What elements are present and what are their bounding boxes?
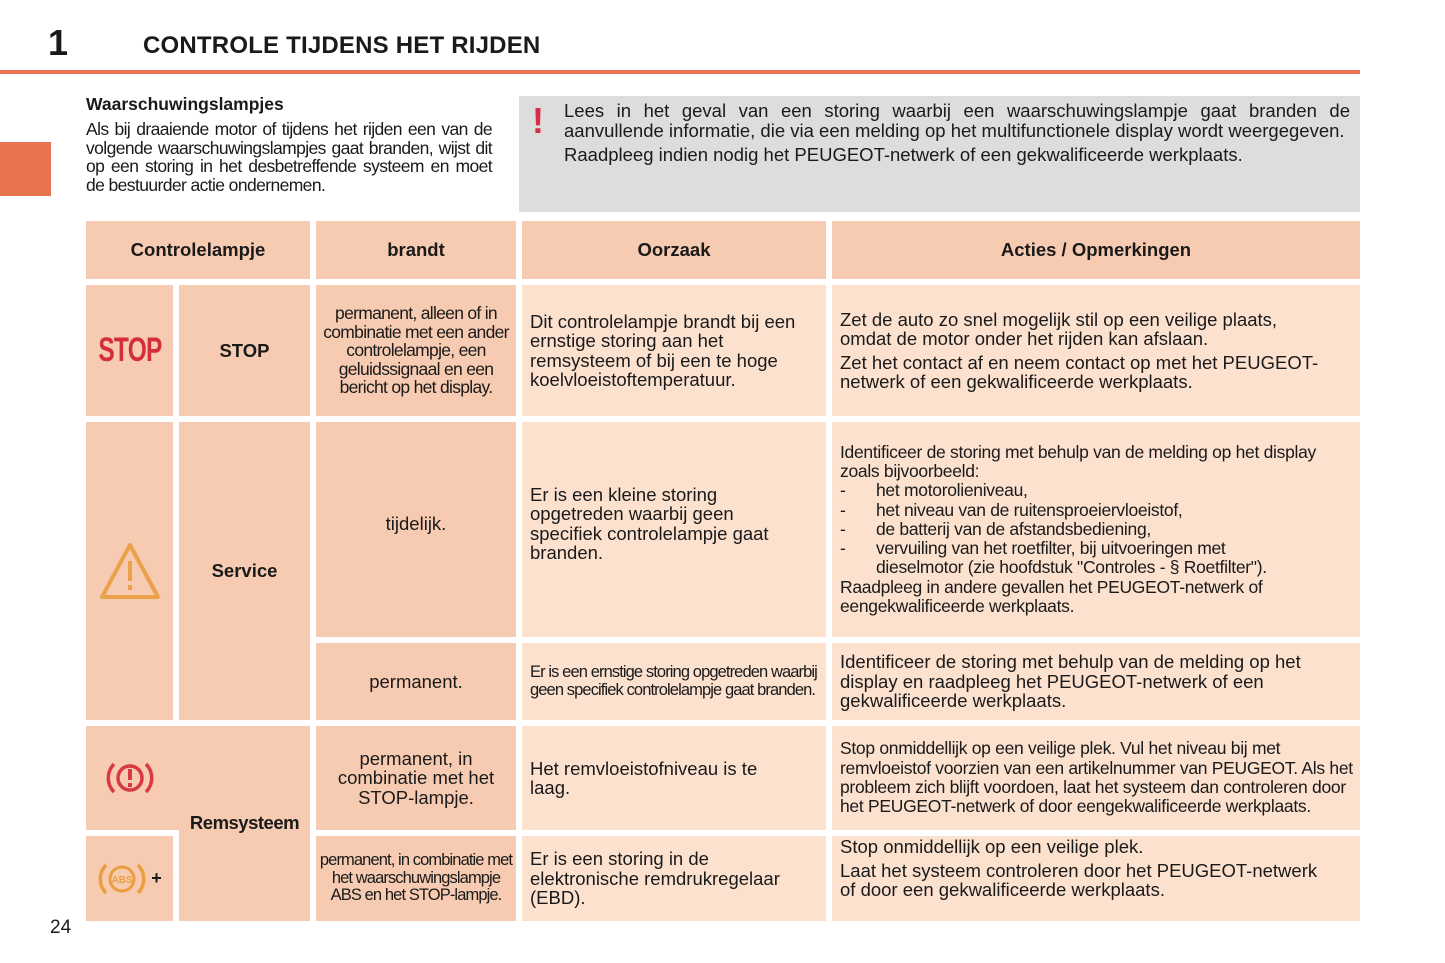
table-row-service-cause-temporary: Er is een kleine storing opgetreden waarbij geen specifiek controlelampje gaat branden. — [522, 422, 826, 637]
table-row-abs-burns: permanent, in combinatie met het waarschuwingslampje ABS en het STOP-lampje. — [316, 836, 516, 921]
abs-icon — [97, 859, 147, 899]
plus-sign: + — [151, 868, 162, 888]
table-row-service-icon-cell — [86, 422, 173, 720]
table-row-brake-cause: Het remvloeistofniveau is te laag. — [522, 726, 826, 830]
stop-icon: STOP — [97, 331, 162, 369]
table-row-abs-icon-cell — [86, 836, 173, 921]
table-row-stop-actions — [832, 285, 1360, 416]
list-item: - het motorolieniveau, — [840, 480, 1028, 501]
brake-warning-icon — [105, 758, 155, 798]
table-header-oorzaak: Oorzaak — [522, 221, 826, 279]
table-row-service-actions-permanent: Identificeer de storing met behulp van de melding op het display en raadpleeg het PEUGEOT-netwerk of een gekwalificeerde werkplaats. — [832, 643, 1360, 720]
action-text: Identificeer de storing met behulp van de melding op het display zoals bijvoorbeeld: — [840, 441, 1316, 481]
action-text: Raadpleeg in andere gevallen het PEUGEOT-netwerk of eengekwalificeerde werkplaats. — [840, 576, 1263, 617]
list-item: - het niveau van de ruitensproeiervloeistof, — [840, 499, 1183, 520]
chapter-tab-marker — [0, 142, 51, 196]
action-text: Zet het contact af en neem contact op met het PEUGEOT-netwerk of een gekwalificeerde werkplaats. — [840, 351, 1319, 392]
note-paragraph: Lees in het geval van een storing waarbij een waarschuwingslampje gaat branden de aanvullende informatie, die via een melding op het multifunctionele display wordt weergegeven. — [564, 100, 1350, 141]
page-number: 24 — [50, 917, 72, 938]
table-header-controlelampje: Controlelampje — [86, 221, 310, 279]
header-divider — [0, 70, 1360, 74]
action-text: Stop onmiddellijk op een veilige plek. — [840, 836, 1144, 857]
table-row-stop-burns: permanent, alleen of in combinatie met een ander controlelampje, een geluidssignaal en een bericht op het display. — [316, 285, 516, 416]
table-row-stop-icon-cell — [86, 285, 173, 416]
warning-triangle-icon — [98, 541, 162, 601]
table-row-service-burns-permanent: permanent. — [316, 643, 516, 720]
list-item: - de batterij van de afstandsbediening, — [840, 518, 1151, 539]
section-title: Waarschuwingslampjes — [86, 94, 284, 114]
table-row-abs-actions — [832, 836, 1360, 921]
table-row-brake-actions: Stop onmiddellijk op een veilige plek. Vul het niveau bij met remvloeistof voorzien van een artikelnummer van PEUGEOT. Als het probleem zich blijft voordoen, laat het systeem dan controleren door het PEUGEOT-netwerk of door eengekwalificeerde werkplaats. — [832, 726, 1360, 830]
table-row-brake-burns: permanent, in combinatie met het STOP-lampje. — [316, 726, 516, 830]
table-row-abs-cause: Er is een storing in de elektronische remdrukregelaar (EBD). — [522, 836, 826, 921]
note-paragraph: Raadpleeg indien nodig het PEUGEOT-netwerk of een gekwalificeerde werkplaats. — [564, 144, 1243, 165]
page-title: CONTROLE TIJDENS HET RIJDEN — [143, 32, 541, 59]
table-row-service-cause-permanent: Er is een ernstige storing opgetreden waarbij geen specifiek controlelampje gaat branden. — [522, 643, 826, 720]
exclamation-icon: ! — [532, 100, 544, 141]
list-item: - vervuiling van het roetfilter, bij uitvoeringen met dieselmotor (zie hoofdstuk "Controles - § Roetfilter"). — [840, 538, 1267, 578]
svg-text:ABS: ABS — [111, 874, 133, 886]
action-text: Zet de auto zo snel mogelijk stil op een veilige plaats, omdat de motor onder het rijden kan afslaan. — [840, 308, 1278, 349]
chapter-number: 1 — [48, 22, 69, 63]
table-row-service-burns-temporary: tijdelijk. — [316, 422, 516, 637]
table-row-brake-name: Remsysteem — [189, 812, 300, 833]
brake-icon-wrap — [86, 726, 173, 830]
table-row-stop-cause: Dit controlelampje brandt bij een ernstige storing aan het remsysteem of bij een te hoge koelvloeistoftemperatuur. — [522, 285, 826, 416]
table-header-acties: Acties / Opmerkingen — [832, 221, 1360, 279]
intro-paragraph: Als bij draaiende motor of tijdens het rijden een van de volgende waarschuwingslampjes gaat branden, wijst dit op een storing in het desbetreffende systeem en moet de bestuurder actie ondernemen. — [86, 119, 492, 195]
table-header-brandt: brandt — [316, 221, 516, 279]
table-row-stop-name: STOP — [179, 285, 310, 416]
table-row-service-actions-temporary — [832, 422, 1360, 637]
action-text: Laat het systeem controleren door het PEUGEOT-netwerk of door een gekwalificeerde werkplaats. — [840, 859, 1318, 900]
table-row-service-name: Service — [179, 422, 310, 720]
note-text — [564, 101, 1350, 165]
